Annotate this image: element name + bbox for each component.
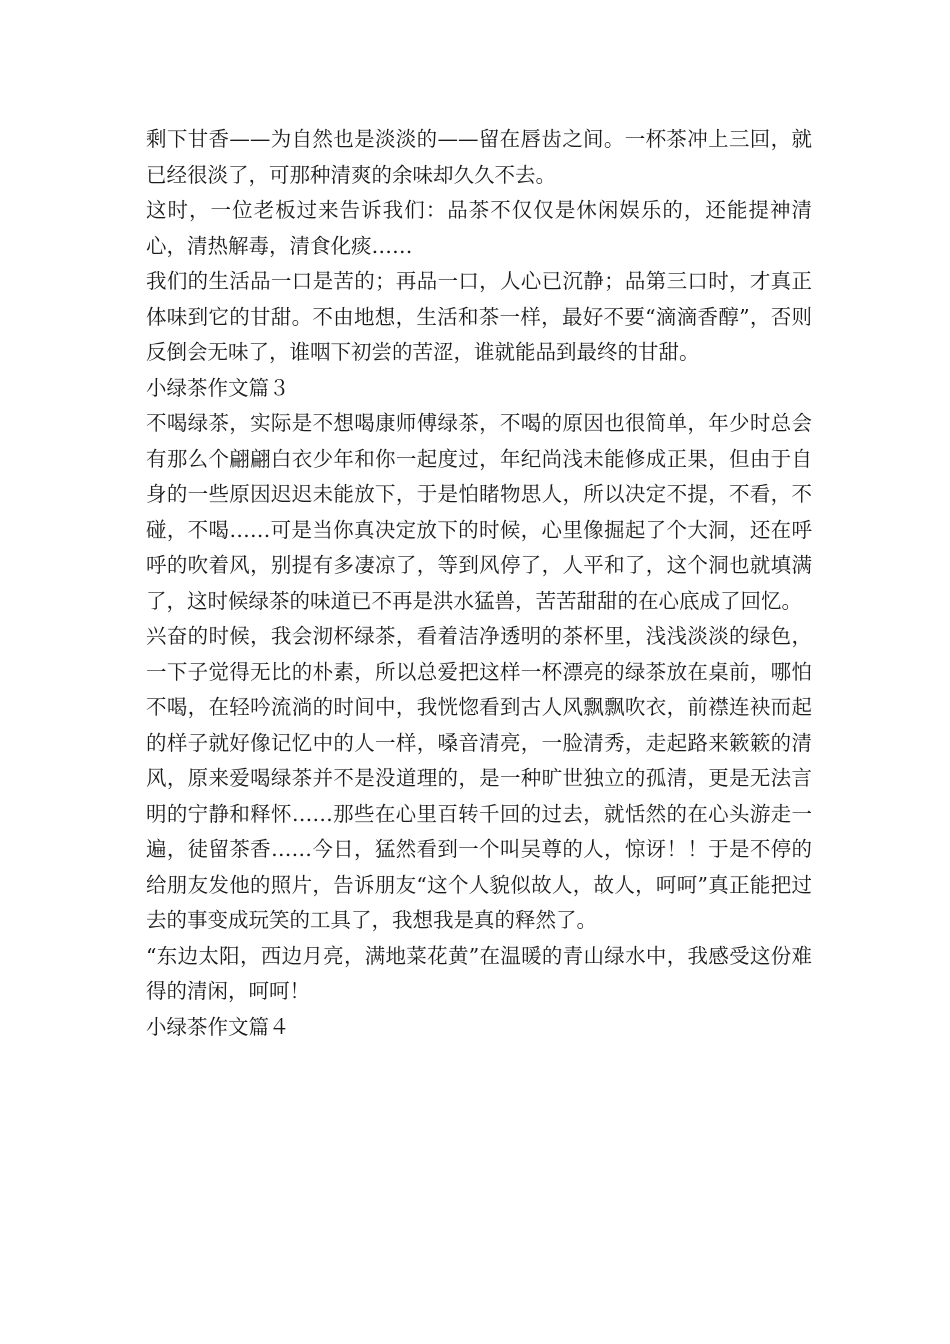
- paragraph: 剩下甘香——为自然也是淡淡的——留在唇齿之间。一杯茶冲上三回，就已经很淡了，可那种清爽的余味却久久不去。: [146, 127, 812, 187]
- paragraph: 兴奋的时候，我会沏杯绿茶，看着洁净透明的茶杯里，浅浅淡淡的绿色，一下子觉得无比的朴素，所以总爱把这样一杯漂亮的绿茶放在桌前，哪怕不喝，在轻吟流淌的时间中，我恍惚看到古人风飘飘吹衣，前襟连袂而起的样子就好像记忆中的人一样，嗓音清亮，一脸清秀，走起路来簌簌的清风，原来爱喝绿茶并不是没道理的，是一种旷世独立的孤清，更是无法言明的宁静和释怀……那些在心里百转千回的过去，就恬然的在心头游走一遍，徒留茶香……今日，猛然看到一个叫吴尊的人，惊讶！！于是不停的给朋友发他的照片，告诉朋友“这个人貌似故人，故人，呵呵”真正能把过去的事变成玩笑的工具了，我想我是真的释然了。: [146, 624, 812, 932]
- paragraph: “东边太阳，西边月亮，满地菜花黄”在温暖的青山绿水中，我感受这份难得的清闲，呵呵！: [146, 943, 812, 1003]
- document-body: [146, 122, 812, 1045]
- section-heading: 小绿茶作文篇４: [146, 1014, 290, 1039]
- paragraph: 这时，一位老板过来告诉我们：品茶不仅仅是休闲娱乐的，还能提神清心，清热解毒，清食化痰……: [146, 198, 812, 258]
- paragraph: 我们的生活品一口是苦的；再品一口，人心已沉静；品第三口时，才真正体味到它的甘甜。不由地想，生活和茶一样，最好不要“滴滴香醇”，否则反倒会无味了，谁咽下初尝的苦涩，谁就能品到最终的甘甜。: [146, 269, 812, 364]
- section-heading: 小绿茶作文篇３: [146, 375, 290, 400]
- paragraph: 不喝绿茶，实际是不想喝康师傅绿茶，不喝的原因也很简单，年少时总会有那么个翩翩白衣少年和你一起度过，年纪尚浅未能修成正果，但由于自身的一些原因迟迟未能放下，于是怕睹物思人，所以决定不提，不看，不碰，不喝……可是当你真决定放下的时候，心里像掘起了个大洞，还在呼呼的吹着风，别提有多凄凉了，等到风停了，人平和了，这个洞也就填满了，这时候绿茶的味道已不再是洪水猛兽，苦苦甜甜的在心底成了回忆。: [146, 411, 812, 613]
